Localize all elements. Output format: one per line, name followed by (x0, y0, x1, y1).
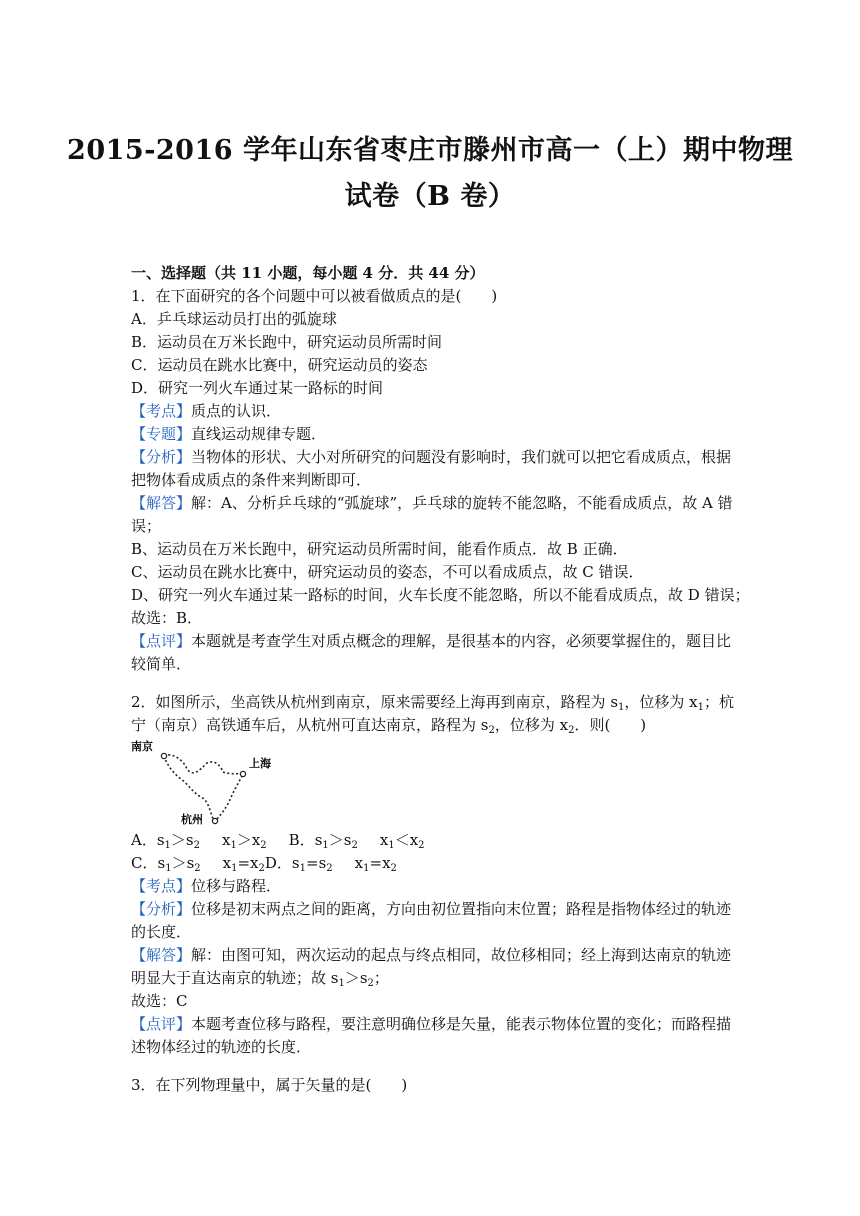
jieda-tag: 【解答】 (131, 946, 192, 964)
q1-fenxi (131, 446, 731, 468)
q2-stem-2: 宁（南京）高铁通车后，从杭州可直达南京，路程为 $s_2$，位移为 $x_2$．则( ) (131, 716, 647, 736)
jieda-text-1: 解：A、分析乒乓球的“弧旋球”，乒乓球的旋转不能忽略，不能看成质点，故 A 错 (191, 494, 733, 512)
q1-dianping-cont: 较简单． (131, 655, 192, 673)
q1-option-c: C．运动员在跳水比赛中，研究运动员的姿态 (131, 356, 428, 374)
q2-options-cd (131, 852, 731, 874)
q2-jieda-2: 明显大于直达南京的轨迹；故 $s_1>s_2$； (131, 969, 389, 989)
fenxi-text-1: 位移是初末两点之间的距离，方向由初位置指向末位置；路程是指物体经过的轨迹 (191, 900, 732, 918)
q2-option-a: A．$s_1>s_2$ $x_1>x_2$ (131, 831, 267, 851)
jieda-tag: 【解答】 (131, 494, 192, 512)
nanjing-station (161, 753, 166, 758)
q2-option-b: B．$s_1>s_2$ $x_1<x_2$ (288, 831, 425, 851)
shanghai-station (240, 771, 245, 776)
q2-fenxi (131, 898, 731, 920)
section-heading: 一、选择题（共 11 小题，每小题 4 分．共 44 分） (131, 264, 485, 282)
q1-zhuanti (131, 423, 731, 445)
q1-option-b: B．运动员在万米长跑中，研究运动员所需时间 (131, 333, 443, 351)
q3-stem: 3．在下列物理量中，属于矢量的是( ) (131, 1076, 408, 1094)
route-via-shanghai (164, 755, 243, 821)
dianping-text-1: 本题就是考查学生对质点概念的理解，是很基本的内容，必须要掌握住的，题目比 (191, 632, 732, 650)
zhuanti-tag: 【专题】 (131, 425, 192, 443)
title-line-2: 试卷（B 卷） (344, 181, 516, 212)
dianping-tag: 【点评】 (131, 632, 192, 650)
q2-stem-1: 2．如图所示，坐高铁从杭州到南京，原来需要经上海再到南京，路程为 $s_1$，位移为 $x_1$；杭 (131, 693, 735, 713)
q1-option-a: A．乒乓球运动员打出的弧旋球 (131, 310, 337, 328)
q1-fenxi-cont: 把物体看成质点的条件来判断即可． (131, 471, 372, 489)
q2-kaodian (131, 875, 731, 897)
q1-answer: 故选：B． (131, 609, 203, 627)
fenxi-tag: 【分析】 (131, 448, 192, 466)
q1-jieda (131, 492, 731, 514)
q2-jieda (131, 944, 731, 966)
title-line-1: 2015-2016 学年山东省枣庄市滕州市高一（上）期中物理 (67, 135, 793, 166)
dianping-tag: 【点评】 (131, 1015, 192, 1033)
q2-options-ab (131, 829, 731, 851)
fenxi-text-1: 当物体的形状、大小对所研究的问题没有影响时，我们就可以把它看成质点，根据 (191, 448, 732, 466)
q1-dianping (131, 630, 731, 652)
railway-route-map (131, 737, 281, 825)
q1-jieda-4: C、运动员在跳水比赛中，研究运动员的姿态，不可以看成质点，故 C 错误． (131, 563, 644, 581)
route-direct (164, 756, 215, 821)
q2-option-c: C．$s_1>s_2$ $x_1=x_2$ (131, 854, 265, 874)
q1-jieda-5: D、研究一列火车通过某一路标的时间，火车长度不能忽略，所以不能看成质点，故 D 错误； (131, 586, 750, 604)
q2-option-d: D．$s_1=s_2$ $x_1=x_2$ (264, 854, 397, 874)
kaodian-text: 质点的认识． (191, 402, 282, 420)
label-nanjing: 南京 (131, 740, 153, 753)
zhuanti-text: 直线运动规律专题． (191, 425, 327, 443)
kaodian-text: 位移与路程． (191, 877, 282, 895)
q2-dianping (131, 1013, 731, 1035)
fenxi-tag: 【分析】 (131, 900, 192, 918)
kaodian-tag: 【考点】 (131, 402, 192, 420)
dianping-text-1: 本题考查位移与路程，要注意明确位移是矢量，能表示物体位置的变化；而路程描 (191, 1015, 732, 1033)
q1-kaodian (131, 400, 731, 422)
hangzhou-station (212, 818, 217, 823)
kaodian-tag: 【考点】 (131, 877, 192, 895)
q2-answer: 故选：C (131, 992, 188, 1010)
label-shanghai: 上海 (249, 757, 271, 770)
q1-stem: 1．在下面研究的各个问题中可以被看做质点的是( ) (131, 287, 498, 305)
q2-dianping-cont: 述物体经过的轨迹的长度． (131, 1038, 312, 1056)
q1-jieda-3: B、运动员在万米长跑中，研究运动员所需时间，能看作质点．故 B 正确． (131, 540, 628, 558)
q1-jieda-2: 误； (131, 517, 162, 535)
q2-fenxi-cont: 的长度． (131, 923, 192, 941)
label-hangzhou: 杭州 (181, 813, 203, 825)
jieda-text-1: 解：由图可知，两次运动的起点与终点相同，故位移相同；经上海到达南京的轨迹 (191, 946, 732, 964)
q1-option-d: D．研究一列火车通过某一路标的时间 (131, 379, 384, 397)
